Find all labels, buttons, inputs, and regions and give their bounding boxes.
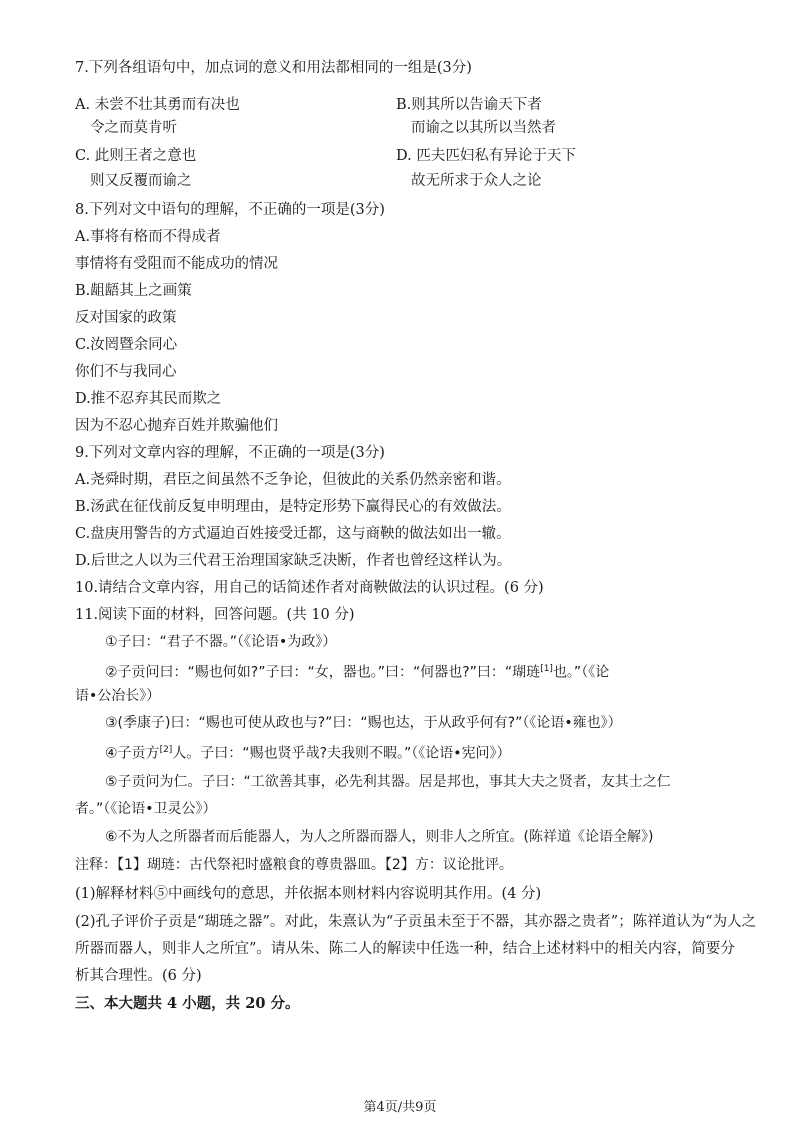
q7-option-c-line1: C. 此则王者之意也 bbox=[75, 148, 197, 164]
q11-material-6: ⑥不为人之所器者而后能器人，为人之所器而器人，则非人之所宜。(陈祥道《论语全解》) bbox=[105, 829, 654, 845]
q11-sub-question-2-line1: (2)孔子评价子贡是“瑚琏之器”。对此，朱熹认为“子贡虽未至于不器，其亦器之贵者”；陈祥道认为“为人之 bbox=[75, 914, 757, 930]
q11-sub-question-1: (1)解释材料⑤中画线句的意思，并依据本则材料内容说明其作用。(4 分) bbox=[75, 886, 542, 902]
q11-material-4-rest: 人。子曰：“赐也贤乎哉?夫我则不暇。”（《论语•宪问》） bbox=[172, 745, 511, 762]
q11-material-2-source: 也。”（《论 bbox=[552, 664, 610, 681]
q9-option-c: C.盘庚用警告的方式逼迫百姓接受迁都，这与商鞅的做法如出一辙。 bbox=[75, 526, 511, 542]
q8-option-b: B.龃龉其上之画策 bbox=[75, 283, 192, 299]
q11-material-2-line2: 语•公冶长》） bbox=[75, 688, 161, 704]
q11-material-5-line1: ⑤子贡问为仁。子曰：“工欲善其事，必先利其器。居是邦也，事其大夫之贤者，友其士之仁 bbox=[105, 774, 671, 790]
q9-stem: 9.下列对文章内容的理解，不正确的一项是(3分) bbox=[75, 445, 385, 461]
q11-sub-question-2-line2: 所器而器人，则非人之所宜”。请从朱、陈二人的解读中任选一种，结合上述材料中的相关内容，简要分 bbox=[75, 941, 735, 957]
q8-option-c-explanation: 你们不与我同心 bbox=[75, 364, 177, 380]
q7-option-a-line1: A. 未尝不壮其勇而有决也 bbox=[75, 97, 240, 113]
q11-sub-question-2-line3: 析其合理性。(6 分) bbox=[75, 968, 202, 984]
q7-option-d-line2: 故无所求于众人之论 bbox=[411, 173, 542, 189]
q11-material-4 bbox=[105, 740, 511, 764]
q9-option-a: A.尧舜时期，君臣之间虽然不乏争论，但彼此的关系仍然亲密和谐。 bbox=[75, 472, 511, 488]
q11-material-2-note-mark: [1] bbox=[540, 664, 553, 674]
q11-material-3: ③(季康子)曰：“赐也可使从政也与?”曰：“赐也达，于从政乎何有?”（《论语•雍也》） bbox=[105, 715, 622, 731]
q8-option-c: C.汝罔暨余同心 bbox=[75, 337, 178, 353]
q9-option-d: D.后世之人以为三代君王治理国家缺乏决断，作者也曾经这样认为。 bbox=[75, 553, 512, 569]
section-3-heading: 三、本大题共 4 小题，共 20 分。 bbox=[75, 995, 300, 1012]
q11-material-4-text: ④子贡方 bbox=[105, 745, 160, 762]
q7-option-b-line2: 而谕之以其所以当然者 bbox=[411, 120, 556, 136]
page-number: 第4页/共9页 bbox=[363, 1100, 437, 1115]
q7-stem: 7.下列各组语句中，加点词的意义和用法都相同的一组是(3分) bbox=[75, 60, 472, 76]
q11-material-1: ①子曰：“君子不器。”（《论语•为政》） bbox=[105, 634, 337, 650]
q8-option-a-explanation: 事情将有受阻而不能成功的情况 bbox=[75, 256, 278, 272]
q8-option-a: A.事将有格而不得成者 bbox=[75, 229, 221, 245]
q11-material-2-line1 bbox=[105, 659, 609, 683]
q8-option-b-explanation: 反对国家的政策 bbox=[75, 310, 177, 326]
q8-stem: 8.下列对文中语句的理解，不正确的一项是(3分) bbox=[75, 202, 385, 218]
q8-option-d-explanation: 因为不忍心抛弃百姓并欺骗他们 bbox=[75, 418, 278, 434]
q10-stem: 10.请结合文章内容，用自己的话简述作者对商鞅做法的认识过程。(6 分) bbox=[75, 580, 544, 596]
q7-option-d-line1: D. 匹夫匹妇私有异论于天下 bbox=[396, 148, 576, 164]
q7-option-c-line2: 则又反覆而谕之 bbox=[90, 173, 192, 189]
q7-option-a-line2: 令之而莫肯听 bbox=[90, 120, 177, 136]
q9-option-b: B.汤武在征伐前反复申明理由，是特定形势下赢得民心的有效做法。 bbox=[75, 499, 511, 515]
q8-option-d: D.推不忍弃其民而欺之 bbox=[75, 391, 222, 407]
q7-option-b-line1: B.则其所以告谕天下者 bbox=[396, 97, 542, 113]
q11-material-2-text: ②子贡问曰：“赐也何如?”子曰：“女，器也。”曰：“何器也?”曰：“瑚琏 bbox=[105, 664, 541, 681]
q11-material-4-note-mark: [2] bbox=[159, 745, 173, 755]
q11-annotation: 注释：【1】瑚琏：古代祭祀时盛粮食的尊贵器皿。【2】方：议论批评。 bbox=[75, 857, 513, 873]
q11-stem: 11.阅读下面的材料，回答问题。(共 10 分) bbox=[75, 607, 355, 623]
q11-material-5-line2: 者。”（《论语•卫灵公》） bbox=[75, 801, 217, 817]
